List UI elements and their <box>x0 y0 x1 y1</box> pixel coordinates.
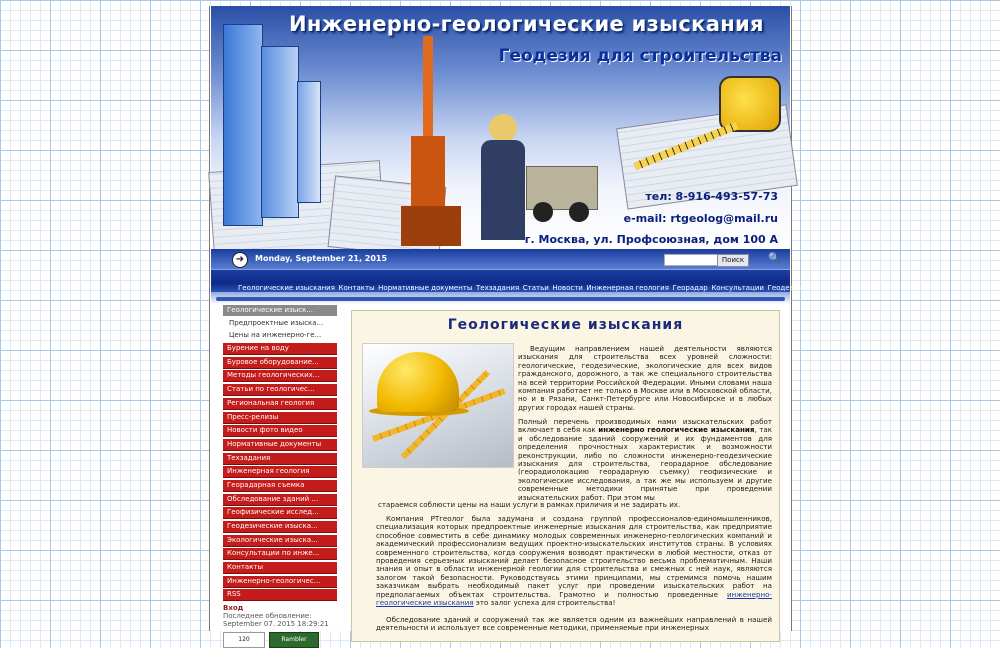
nav-item-label: Георадар <box>672 284 708 292</box>
nav-item[interactable] <box>711 284 764 292</box>
sidebar-item[interactable]: Статьи по геологичес... <box>223 384 337 396</box>
sidebar-item[interactable]: Техзадания <box>223 453 337 465</box>
nav-item-label: Консультации <box>711 284 764 292</box>
worker-image <box>489 114 517 142</box>
address-text: г. Москва, ул. Профсоюзная, дом 100 А <box>524 233 778 246</box>
sidebar-item[interactable]: Обследование зданий ... <box>223 494 337 506</box>
counter-badge[interactable]: 120 <box>223 632 265 648</box>
worker-image <box>481 140 525 240</box>
sidebar <box>223 305 337 648</box>
sidebar-item[interactable]: Новости фото видео <box>223 425 337 437</box>
truck-wheel <box>569 202 589 222</box>
current-date: Monday, September 21, 2015 <box>255 254 388 263</box>
nav-item-label: Геодезия <box>767 284 803 292</box>
nav-item-label: Новости <box>552 284 583 292</box>
services-text-a: Полный перечень производимых нами изыскательских работ включает в себя как <box>518 417 772 435</box>
header-banner <box>211 6 790 249</box>
paragraph-services-tail <box>378 501 772 509</box>
paragraph-inspection <box>376 616 772 633</box>
paragraph-intro <box>518 345 772 412</box>
site-subtitle: Геодезия для строительства <box>498 46 782 66</box>
company-text: Компания РТгеолог была задумана и создана группой профессионалов-единомышленников, специализация которых предпроектные инженерные изыскания для строительства, как предприятие способное совместить в себе динамику молодых современных инженерно-геологических компаний и академический профессионализм ведущих проектно-изыскательских институтов страны. В условиях современного строительства, когда сооружения возводят практически в любой местности, отказ от проведения серьезных изысканий делает безопасное строительство весьма проблематичным. Наши знания и опыт в области инженерной геологии для строительства и смежных с ней наук, являются залогом такой безопасности. Руководствуясь этими принципами, мы стремимся помочь нашим заказчикам выбрать необходимый пакет услуг при проведении изыскательских работ на предполагаемых объектах строительства. Грамотно и полностью проведенные <box>376 514 772 599</box>
sidebar-item[interactable]: Георадарная съемка <box>223 480 337 492</box>
building-image <box>261 46 299 218</box>
nav-item-label: Геологические изыскания <box>238 284 335 292</box>
nav-item-label: Нормативные документы <box>378 284 473 292</box>
building-image <box>223 24 263 226</box>
nav-item-label: Статьи <box>522 284 549 292</box>
sidebar-item[interactable]: Бурение на воду <box>223 343 337 355</box>
counter-badges <box>223 632 337 648</box>
sidebar-footer <box>223 604 337 648</box>
page-title: Геологические изыскания <box>447 317 684 333</box>
site-title: Инженерно-геологические изыскания <box>289 12 764 36</box>
email-text: e-mail: rtgeolog@mail.ru <box>623 212 778 225</box>
paragraph-services <box>518 418 772 502</box>
inspection-text: Обследование зданий и сооружений так же является одним из важнейших направлений в нашей деятельности и использует все современные методики, применяемые при инженерных <box>376 615 772 633</box>
sidebar-item[interactable]: Цены на инженерно-ге... <box>223 330 337 341</box>
drill-rig-image <box>401 206 461 246</box>
sidebar-item[interactable]: RSS <box>223 589 337 601</box>
main-content <box>351 310 780 642</box>
nav-item[interactable] <box>673 284 708 292</box>
sidebar-menu <box>223 305 337 601</box>
page-container <box>209 6 803 644</box>
sidebar-item[interactable]: Инженерно-геологичес... <box>223 576 337 588</box>
sidebar-item[interactable]: Региональная геология <box>223 398 337 410</box>
services-tail-text: стараемся соблюсти цены на наши услуги в рамках приличия и не задирать их. <box>378 500 681 509</box>
company-tail-text: это залог успеха для строительства! <box>475 598 616 608</box>
sidebar-item[interactable]: Пресс-релизы <box>223 412 337 424</box>
nav-item[interactable] <box>378 284 472 292</box>
search-icon[interactable]: 🔍 <box>768 253 781 264</box>
paragraph-intro-text: Ведущим направлением нашей деятельности являются изыскания для строительства всех уровней сложности: геологические, геодезические, экологические для всех видов гражданского, дорожного, а так же специального строительства на всей территории Российской Федерации. Иными словами наша компания работает не только в Москве или в Московской области, но и в Рязани, Санкт-Петербурге или Новосибирске и в любых других городах нашей страны. <box>518 344 772 412</box>
search-input[interactable] <box>664 254 718 266</box>
nav-item[interactable] <box>476 284 519 292</box>
arrow-right-icon[interactable]: ➜ <box>232 252 248 268</box>
nav-item[interactable] <box>523 284 549 292</box>
services-bold: инженерно геологические изыскания <box>598 425 755 435</box>
geology-link[interactable]: инженерно-геологические изыскания <box>376 589 772 608</box>
sidebar-item[interactable]: Геофизические исслед... <box>223 507 337 519</box>
nav-item[interactable] <box>238 284 335 292</box>
nav-item-label: Контакты <box>338 284 375 292</box>
date-search-bar <box>211 249 790 271</box>
last-update-value: September 07. 2015 18:29:21 <box>223 620 329 629</box>
services-text-b: , так и обследование зданий сооружений и их фундаментов для определения прочностных характеристик и возможности реконструкции, либо по сложности инженерно-геодезические изыскания для строительства, георадарное обследование (георадиолокацию георадарную съемку) геофизические и экологические исследования, а так же мы используем и другие современные методики принятые при проведении изыскательских работ. При этом мы <box>518 425 773 502</box>
nav-item[interactable] <box>552 284 582 292</box>
sidebar-item[interactable]: Экологические изыска... <box>223 535 337 547</box>
nav-item[interactable] <box>768 284 803 292</box>
sidebar-item[interactable]: Контакты <box>223 562 337 574</box>
phone-text: тел: 8-916-493-57-73 <box>645 190 778 203</box>
truck-wheel <box>533 202 553 222</box>
nav-item[interactable] <box>586 284 669 292</box>
search-button[interactable]: Поиск <box>717 254 749 267</box>
sidebar-item[interactable]: Нормативные документы <box>223 439 337 451</box>
sidebar-item[interactable]: Геологические изыск... <box>223 305 337 316</box>
main-nav <box>211 269 803 292</box>
sidebar-item[interactable]: Инженерная геология <box>223 466 337 478</box>
login-link[interactable]: Вход <box>223 604 244 613</box>
last-update-label: Последнее обновление: <box>223 612 312 621</box>
drill-rig-image <box>411 136 445 206</box>
sidebar-item[interactable]: Методы геологических... <box>223 370 337 382</box>
sidebar-item[interactable]: Предпроектные изыска... <box>223 318 337 329</box>
sidebar-item[interactable]: Геодезические изыска... <box>223 521 337 533</box>
hard-hat-image <box>377 352 459 412</box>
building-image <box>297 81 321 203</box>
nav-item-label: Инженерная геология <box>586 284 669 292</box>
sidebar-item[interactable]: Консультации по инже... <box>223 548 337 560</box>
rambler-badge[interactable]: Rambler <box>269 632 319 648</box>
nav-item[interactable] <box>339 284 375 292</box>
sidebar-item[interactable]: Буровое оборудование... <box>223 357 337 369</box>
paragraph-company <box>376 515 772 607</box>
helmet-photo <box>362 343 514 468</box>
nav-separator-bar <box>216 297 785 301</box>
nav-item-label: Техзадания <box>475 284 520 292</box>
